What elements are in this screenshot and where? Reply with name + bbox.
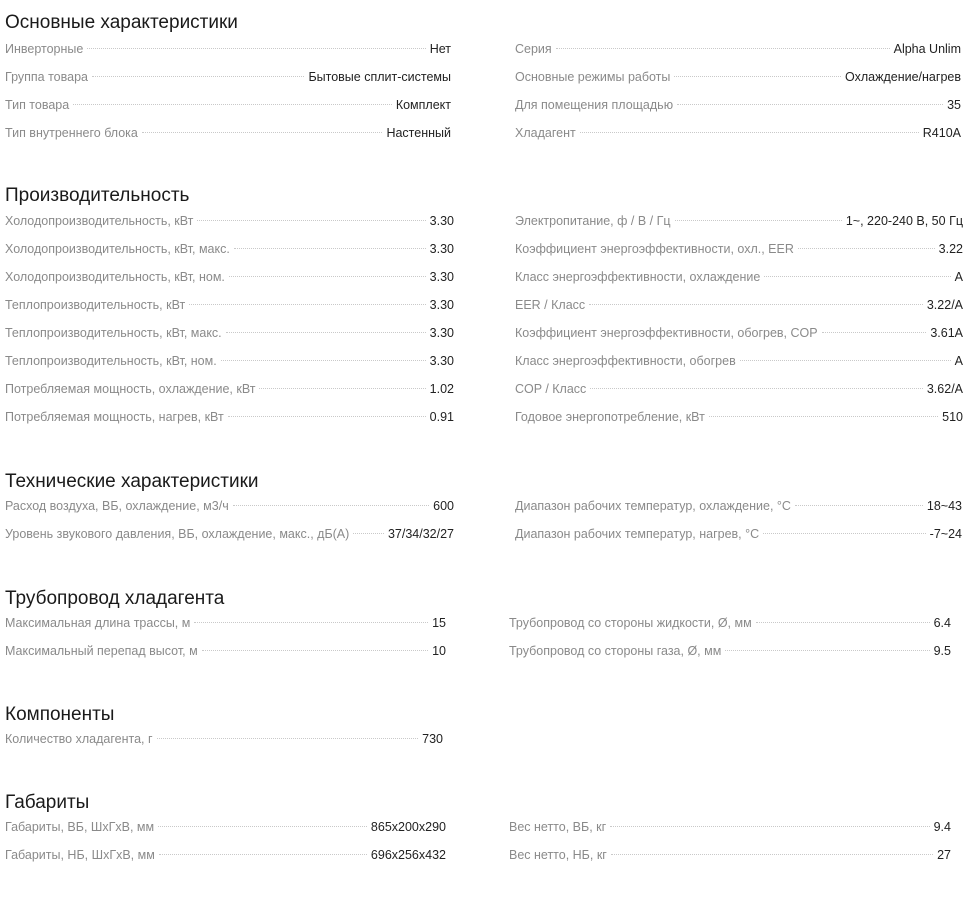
spec-value: 15 (432, 616, 446, 630)
spec-value: Бытовые сплит-системы (308, 70, 451, 84)
spec-label: Вес нетто, ВБ, кг (509, 820, 607, 834)
spec-row (5, 326, 454, 346)
spec-label: Теплопроизводительность, кВт (5, 298, 186, 312)
spec-value: 0.91 (429, 410, 454, 424)
spec-value: 27 (937, 848, 951, 862)
spec-row (5, 298, 454, 318)
spec-value: 3.30 (429, 354, 454, 368)
spec-label: Коэффициент энергоэффективности, обогрев, COP (515, 326, 818, 340)
spec-label: Хладагент (515, 126, 576, 140)
spec-row (515, 42, 961, 62)
spec-row (5, 499, 454, 519)
spec-row (5, 644, 446, 664)
dotted-leader (92, 76, 304, 77)
spec-row (515, 326, 963, 346)
dotted-leader (611, 854, 933, 855)
dotted-leader (229, 276, 426, 277)
dotted-leader (353, 533, 384, 534)
spec-row (515, 270, 963, 290)
spec-value: 3.22/A (926, 298, 963, 312)
spec-value: 3.30 (429, 270, 454, 284)
spec-row (515, 527, 962, 547)
dotted-leader (674, 76, 841, 77)
spec-row (5, 270, 454, 290)
spec-label: Годовое энергопотребление, кВт (515, 410, 705, 424)
spec-value: 35 (947, 98, 961, 112)
section-title: Компоненты (5, 704, 115, 725)
spec-value: 37/34/32/27 (387, 527, 454, 541)
dotted-leader (233, 505, 429, 506)
dotted-leader (259, 388, 425, 389)
spec-label: Класс энергоэффективности, охлаждение (515, 270, 761, 284)
spec-label: Габариты, НБ, ШхГхВ, мм (5, 848, 155, 862)
spec-row (5, 214, 454, 234)
spec-value: R410A (922, 126, 961, 140)
dotted-leader (159, 854, 367, 855)
spec-row (5, 820, 446, 840)
spec-label: EER / Класс (515, 298, 586, 312)
spec-value: 3.30 (429, 242, 454, 256)
spec-row (515, 70, 961, 90)
spec-label: Максимальная длина трассы, м (5, 616, 191, 630)
spec-value: A (954, 270, 963, 284)
spec-row (515, 242, 963, 262)
dotted-leader (580, 132, 919, 133)
spec-row (5, 732, 443, 752)
spec-value: -7~24 (929, 527, 962, 541)
dotted-leader (226, 332, 426, 333)
spec-label: COP / Класс (515, 382, 587, 396)
spec-label: Вес нетто, НБ, кг (509, 848, 607, 862)
spec-label: Диапазон рабочих температур, охлаждение, °C (515, 499, 791, 513)
spec-row (515, 298, 963, 318)
dotted-leader (589, 304, 923, 305)
dotted-leader (725, 650, 929, 651)
spec-row (5, 126, 451, 146)
spec-label: Тип внутреннего блока (5, 126, 138, 140)
section-title: Габариты (5, 792, 90, 813)
spec-row (509, 616, 951, 636)
spec-value: 9.4 (933, 820, 951, 834)
spec-value: Охлаждение/нагрев (845, 70, 961, 84)
dotted-leader (795, 505, 923, 506)
spec-label: Максимальный перепад высот, м (5, 644, 198, 658)
dotted-leader (798, 248, 935, 249)
spec-value: 3.30 (429, 298, 454, 312)
spec-row (5, 70, 451, 90)
dotted-leader (73, 104, 392, 105)
dotted-leader (87, 48, 425, 49)
dotted-leader (228, 416, 426, 417)
dotted-leader (157, 738, 419, 739)
dotted-leader (142, 132, 383, 133)
spec-row (5, 354, 454, 374)
spec-row (515, 354, 963, 374)
dotted-leader (740, 360, 951, 361)
spec-row (509, 848, 951, 868)
spec-row (5, 382, 454, 402)
dotted-leader (197, 220, 425, 221)
spec-row (509, 820, 951, 840)
spec-label: Габариты, ВБ, ШхГхВ, мм (5, 820, 155, 834)
dotted-leader (158, 826, 367, 827)
spec-value: 3.62/A (926, 382, 963, 396)
spec-label: Теплопроизводительность, кВт, макс. (5, 326, 222, 340)
spec-label: Потребляемая мощность, нагрев, кВт (5, 410, 224, 424)
dotted-leader (756, 622, 930, 623)
spec-row (515, 382, 963, 402)
spec-row (515, 126, 961, 146)
spec-value: 600 (433, 499, 454, 513)
spec-value: 1~, 220-240 В, 50 Гц (845, 214, 963, 228)
spec-value: A (954, 354, 963, 368)
spec-value: Alpha Unlim (893, 42, 961, 56)
spec-row (515, 214, 963, 234)
spec-label: Тип товара (5, 98, 70, 112)
section-title: Трубопровод хладагента (5, 588, 225, 609)
dotted-leader (556, 48, 890, 49)
spec-row (515, 98, 961, 118)
spec-row (5, 98, 451, 118)
spec-value: 1.02 (429, 382, 454, 396)
spec-row (5, 410, 454, 430)
spec-row (515, 499, 962, 519)
spec-value: 3.61A (930, 326, 963, 340)
spec-label: Для помещения площадью (515, 98, 674, 112)
spec-label: Серия (515, 42, 552, 56)
spec-value: 865x200x290 (370, 820, 446, 834)
section-title: Технические характеристики (5, 471, 259, 492)
spec-value: 510 (942, 410, 963, 424)
spec-value: 3.30 (429, 326, 454, 340)
dotted-leader (709, 416, 938, 417)
dotted-leader (590, 388, 923, 389)
dotted-leader (675, 220, 842, 221)
dotted-leader (221, 360, 426, 361)
dotted-leader (822, 332, 927, 333)
spec-label: Теплопроизводительность, кВт, ном. (5, 354, 217, 368)
spec-value: 9.5 (933, 644, 951, 658)
spec-value: 18~43 (926, 499, 962, 513)
spec-label: Трубопровод со стороны жидкости, Ø, мм (509, 616, 752, 630)
dotted-leader (194, 622, 428, 623)
spec-label: Уровень звукового давления, ВБ, охлаждение, макс., дБ(А) (5, 527, 350, 541)
spec-label: Расход воздуха, ВБ, охлаждение, м3/ч (5, 499, 229, 513)
spec-label: Холодопроизводительность, кВт, ном. (5, 270, 225, 284)
spec-row (515, 410, 963, 430)
dotted-leader (234, 248, 426, 249)
section-title: Производительность (5, 185, 190, 206)
dotted-leader (763, 533, 926, 534)
dotted-leader (189, 304, 425, 305)
spec-value: Настенный (386, 126, 451, 140)
spec-value: 6.4 (933, 616, 951, 630)
spec-row (5, 848, 446, 868)
spec-row (5, 242, 454, 262)
spec-label: Потребляемая мощность, охлаждение, кВт (5, 382, 256, 396)
spec-label: Класс энергоэффективности, обогрев (515, 354, 736, 368)
spec-label: Основные режимы работы (515, 70, 671, 84)
spec-label: Холодопроизводительность, кВт, макс. (5, 242, 230, 256)
spec-value: 730 (422, 732, 443, 746)
dotted-leader (764, 276, 950, 277)
spec-label: Количество хладагента, г (5, 732, 153, 746)
spec-label: Электропитание, ф / В / Гц (515, 214, 671, 228)
spec-value: Нет (429, 42, 451, 56)
spec-label: Коэффициент энергоэффективности, охл., EER (515, 242, 794, 256)
spec-row (509, 644, 951, 664)
spec-value: 10 (432, 644, 446, 658)
section-title: Основные характеристики (5, 12, 238, 33)
spec-value: 696x256x432 (370, 848, 446, 862)
spec-label: Трубопровод со стороны газа, Ø, мм (509, 644, 722, 658)
dotted-leader (202, 650, 428, 651)
spec-label: Инверторные (5, 42, 84, 56)
dotted-leader (610, 826, 929, 827)
spec-row (5, 42, 451, 62)
spec-row (5, 527, 454, 547)
spec-value: 3.22 (938, 242, 963, 256)
spec-row (5, 616, 446, 636)
spec-label: Диапазон рабочих температур, нагрев, °C (515, 527, 760, 541)
spec-label: Группа товара (5, 70, 88, 84)
spec-label: Холодопроизводительность, кВт (5, 214, 194, 228)
dotted-leader (677, 104, 943, 105)
spec-value: Комплект (395, 98, 451, 112)
spec-value: 3.30 (429, 214, 454, 228)
